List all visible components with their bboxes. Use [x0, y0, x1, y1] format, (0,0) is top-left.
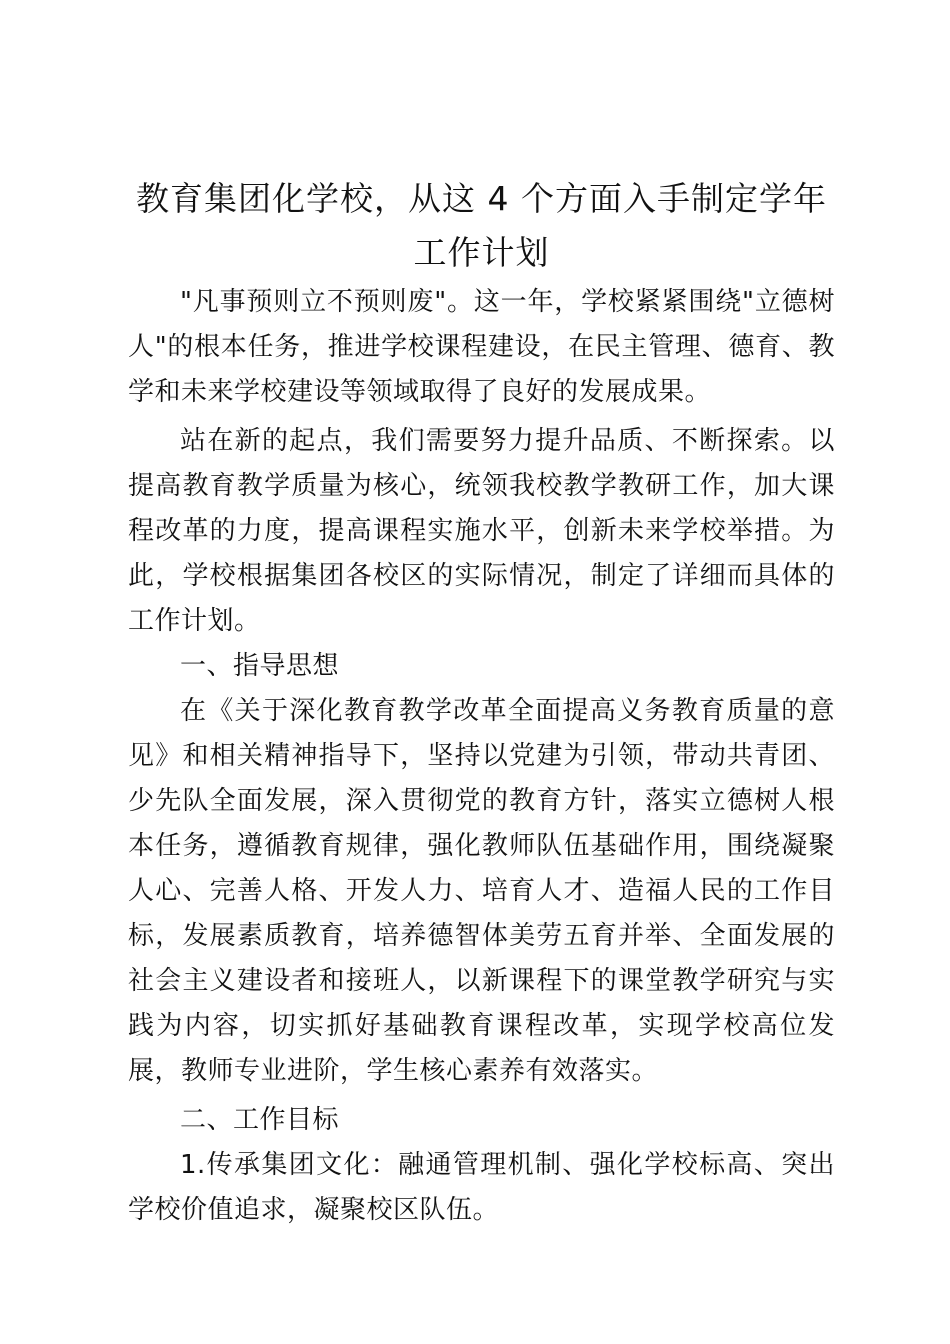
intro-paragraph-1: "凡事预则立不预则废"。这一年，学校紧紧围绕"立德树人"的根本任务，推进学校课程建设，在民主管理、德育、教学和未来学校建设等领域取得了良好的发展成果。	[128, 287, 835, 407]
work-goal-item-1: 1.传承集团文化：融通管理机制、强化学校标高、突出学校价值追求，凝聚校区队伍。	[128, 1150, 835, 1225]
section-heading-guiding-ideology: 一、指导思想	[180, 651, 340, 681]
section-heading-work-goals: 二、工作目标	[180, 1105, 340, 1135]
intro-paragraph-2: 站在新的起点，我们需要努力提升品质、不断探索。以提高教育教学质量为核心，统领我校教学教研工作，加大课程改革的力度，提高课程实施水平，创新未来学校举措。为此，学校根据集团各校区的实际情况，制定了详细而具体的工作计划。	[128, 426, 835, 636]
guiding-ideology-paragraph: 在《关于深化教育教学改革全面提高义务教育质量的意见》和相关精神指导下，坚持以党建为引领，带动共青团、少先队全面发展，深入贯彻党的教育方针，落实立德树人根本任务，遵循教育规律，强化教师队伍基础作用，围绕凝聚人心、完善人格、开发人力、培育人才、造福人民的工作目标，发展素质教育，培养德智体美劳五育并举、全面发展的社会主义建设者和接班人，以新课程下的课堂教学研究与实践为内容，切实抓好基础教育课程改革，实现学校高位发展，教师专业进阶，学生核心素养有效落实。	[128, 696, 835, 1086]
document-title: 教育集团化学校，从这 4 个方面入手制定学年工作计划	[136, 179, 827, 272]
document-body	[128, 280, 835, 1233]
